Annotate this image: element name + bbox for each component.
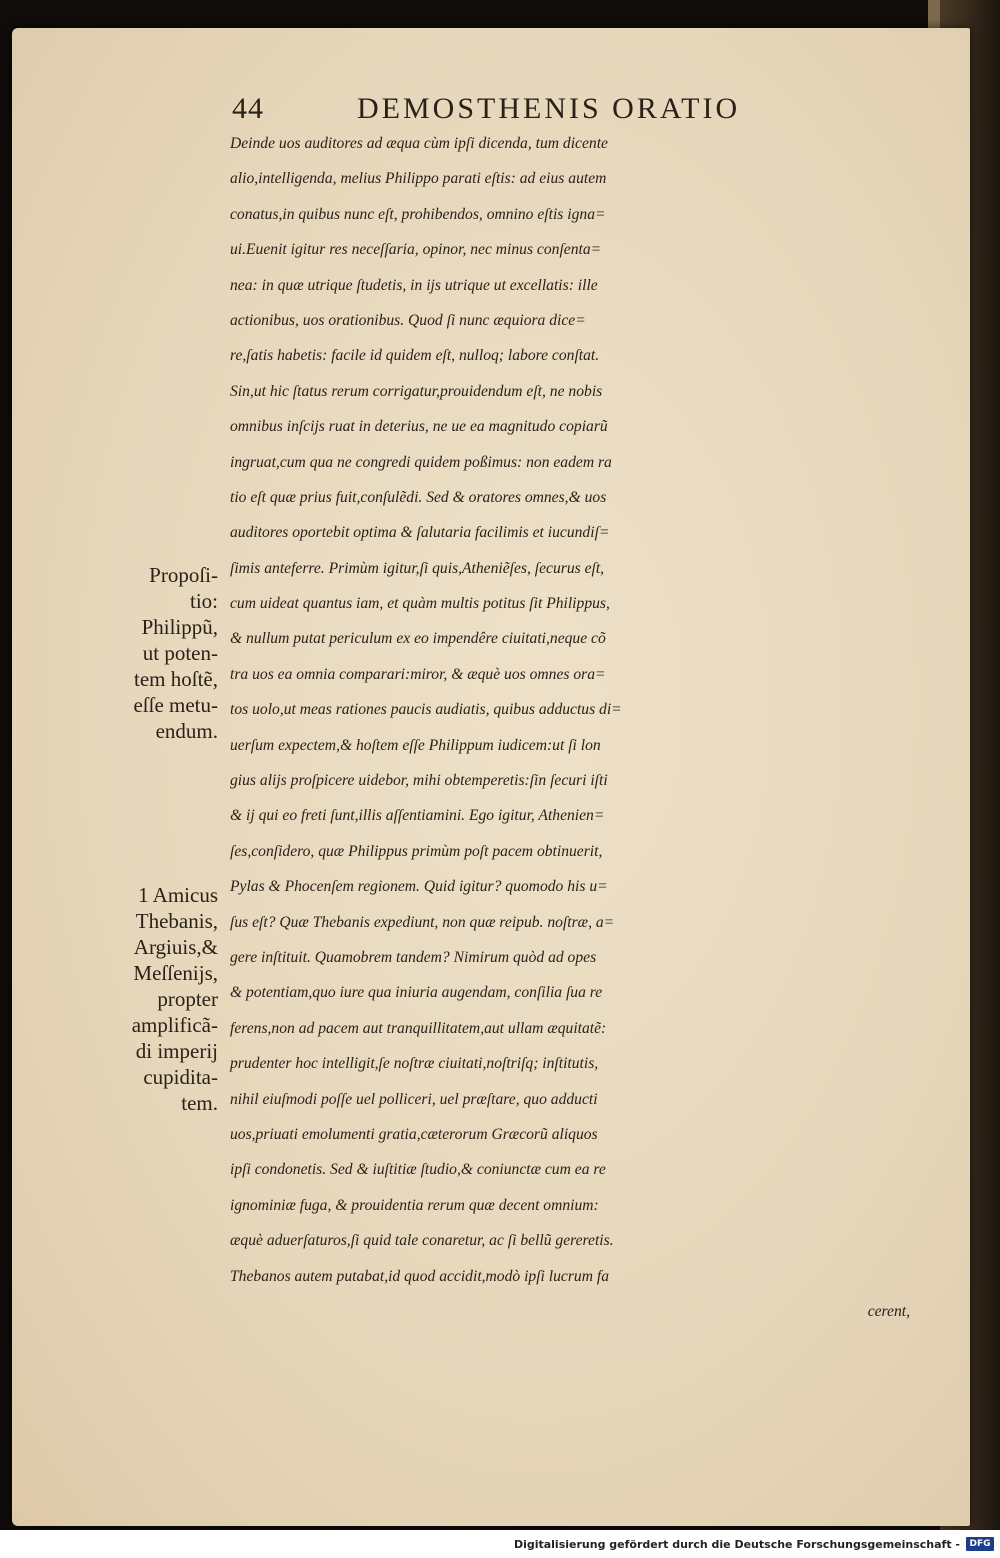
text-line: ignominiæ fuga, & prouidentia rerum quæ decent omnium: (230, 1196, 599, 1214)
text-line: ſimis anteferre. Primùm igitur,ſi quis,Atheniẽſes, ſecurus eſt, (230, 559, 605, 577)
margin-line: Meſſenijs, (133, 961, 218, 985)
text-line: tos uolo,ut meas rationes paucis audiatis, quibus adductus di= (230, 701, 622, 719)
text-line: ferens,non ad pacem aut tranquillitatem,aut ullam æquitatẽ: (230, 1019, 607, 1037)
text-line: ipſi condonetis. Sed & iuſtitiæ ſtudio,& coniunctæ cum ea re (230, 1161, 606, 1179)
footer-bar (0, 1530, 1000, 1558)
text-line: Thebanos autem putabat,id quod accidit,modò ipſi lucrum fa (230, 1267, 609, 1285)
text-line: uerſum expectem,& hoſtem eſſe Philippum iudicem:ut ſi lon (230, 736, 601, 754)
text-line: & potentiam,quo iure qua iniuria augendam, conſilia ſua re (230, 984, 603, 1002)
margin-line: endum. (155, 719, 218, 743)
margin-line: amplificã- (131, 1013, 218, 1037)
footer-credit: Digitalisierung gefördert durch die Deutsche Forschungsgemeinschaft - (513, 1538, 960, 1551)
margin-line: ut poten- (142, 641, 218, 665)
text-line: actionibus, uos orationibus. Quod ſi nunc æquiora dice= (230, 311, 586, 329)
dfg-logo-icon: DFG (966, 1537, 994, 1551)
text-line: Sin,ut hic ſtatus rerum corrigatur,prouidendum eſt, ne nobis (230, 382, 603, 400)
margin-line: di imperij (135, 1039, 218, 1063)
text-line: ſes,conſidero, quæ Philippus primùm poſt pacem obtinuerit, (230, 842, 603, 860)
margin-line: tem hoſtẽ, (134, 667, 218, 691)
margin-line: 1 Amicus (138, 883, 218, 907)
main-text-block (230, 126, 910, 1329)
text-line: ingruat,cum qua ne congredi quidem poßimus: non eadem ra (230, 453, 612, 471)
margin-line: eſſe metu- (133, 693, 218, 717)
text-line: & nullum putat periculum ex eo impendêre ciuitati,neque cõ (230, 630, 606, 648)
margin-line: tem. (181, 1091, 218, 1115)
text-line: Deinde uos auditores ad æqua cùm ipſi dicenda, tum dicente (230, 135, 608, 152)
margin-line: cupidita- (143, 1065, 218, 1089)
page-number: 44 (232, 92, 264, 125)
catchword: cerent, (867, 1302, 910, 1320)
running-title: DEMOSTHENIS ORATIO (357, 92, 741, 125)
margin-line: Philippũ, (141, 615, 218, 639)
text-line: re,ſatis habetis: facile id quidem eſt, nulloq; labore conſtat. (230, 347, 600, 365)
text-line: conatus,in quibus nunc eſt, prohibendos, omnino eſtis igna= (230, 205, 606, 223)
margin-line: tio: (189, 589, 218, 613)
margin-line: Argiuis,& (133, 935, 218, 959)
margin-note-propositio (60, 562, 218, 744)
text-line: alio,intelligenda, melius Philippo parati eſtis: ad eius autem (230, 170, 607, 188)
text-line: prudenter hoc intelligit,ſe noſtræ ciuitati,noſtriſq; inſtitutis, (230, 1055, 599, 1073)
margin-line: Propoſi- (149, 563, 218, 587)
text-line: tio eſt quæ prius fuit,conſulẽdi. Sed & oratores omnes,& uos (230, 488, 607, 506)
margin-line: Thebanis, (135, 909, 218, 933)
text-line: ui.Euenit igitur res neceſſaria, opinor, nec minus conſenta= (230, 241, 602, 259)
text-line: æquè aduerſaturos,ſi quid tale conaretur, ac ſi bellũ gereretis. (230, 1232, 614, 1250)
text-line: gius alijs proſpicere uidebor, mihi obtemperetis:ſin ſecuri iſti (230, 772, 608, 790)
text-line: Pylas & Phocenſem regionem. Quid igitur? quomodo his u= (230, 878, 608, 896)
text-line: cum uideat quantus iam, et quàm multis potitus ſit Philippus, (230, 595, 610, 613)
text-line: nihil eiuſmodi poſſe uel polliceri, uel præſtare, quo adducti (230, 1090, 598, 1108)
text-line: ſus eſt? Quæ Thebanis expediunt, non quæ reipub. noſtræ, a= (230, 913, 615, 931)
text-line: auditores oportebit optima & ſalutaria facilimis et iucundiſ= (230, 524, 610, 542)
text-line: omnibus inſcijs ruat in deterius, ne ue ea magnitudo copiarũ (230, 418, 608, 436)
margin-note-amicus (60, 882, 218, 1116)
text-line: uos,priuati emolumenti gratia,cæterorum Græcorũ aliquos (230, 1125, 598, 1143)
margin-line: propter (157, 987, 218, 1011)
text-line: & ij qui eo freti ſunt,illis aſſentiamini. Ego igitur, Athenien= (230, 807, 605, 825)
text-line: tra uos ea omnia comparari:miror, & æquè uos omnes ora= (230, 665, 606, 683)
text-line: gere inſtituit. Quamobrem tandem? Nimirum quòd ad opes (230, 948, 597, 966)
text-line: nea: in quæ utrique ſtudetis, in ijs utrique ut excellatis: ille (230, 276, 598, 294)
